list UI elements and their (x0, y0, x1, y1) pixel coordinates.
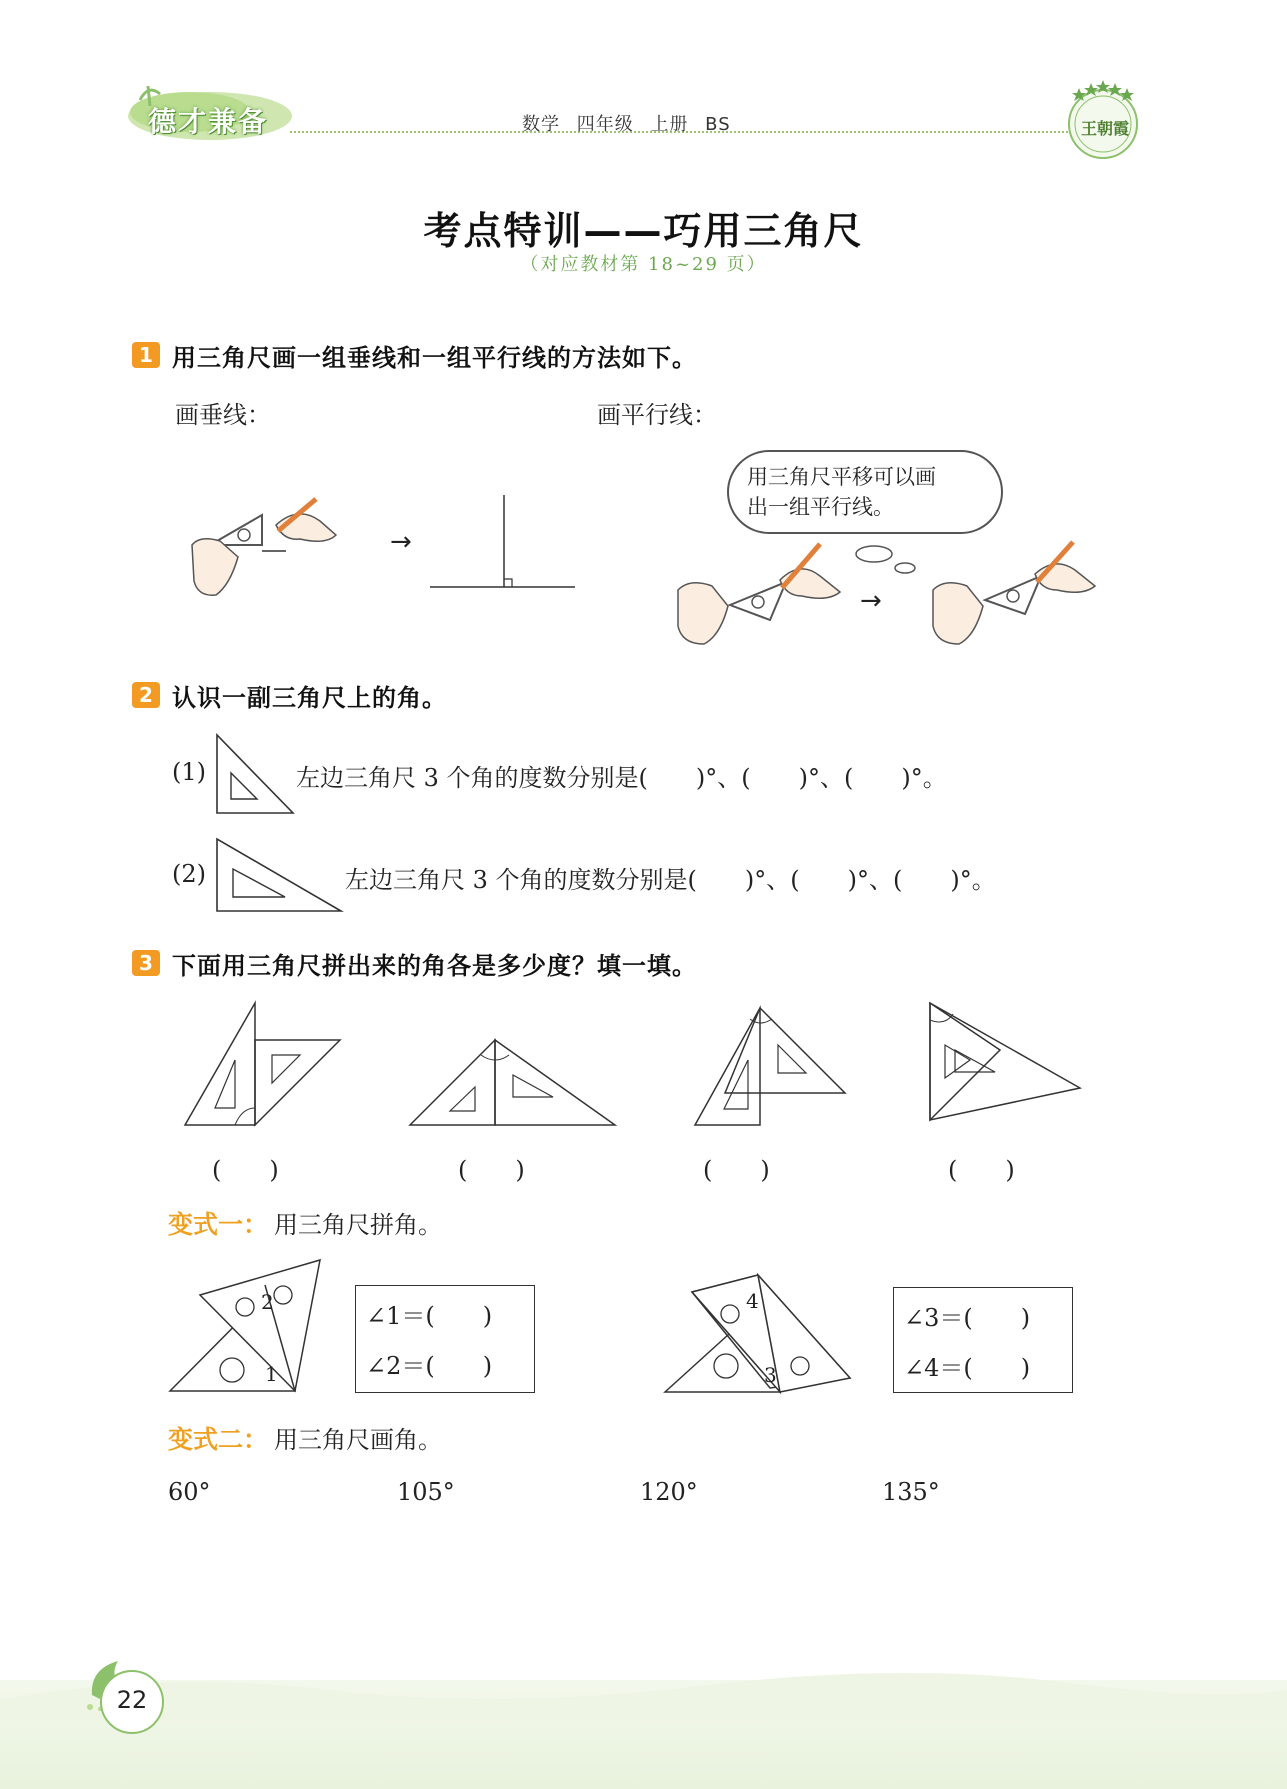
q2-item-2-text: 左边三角尺 3 个角的度数分别是( )°、( )°、( )°。 (345, 866, 996, 894)
angle-135: 135° (882, 1478, 940, 1506)
triangle-ruler-30-60 (215, 837, 345, 913)
angle-4-answer[interactable]: ∠4＝( ) (904, 1354, 1031, 1382)
variant-2-label: 变式二： (168, 1425, 269, 1454)
page-title: 考点特训——巧用三角尺 (423, 209, 864, 253)
question-number-3: 3 (132, 950, 160, 976)
thought-bubble-tail (850, 540, 920, 580)
seal-text: 王朝霞 (1080, 119, 1129, 138)
thought-bubble (727, 450, 1003, 534)
q3-answer-2[interactable]: ( ) (458, 1156, 525, 1184)
answer-box-2 (893, 1287, 1073, 1393)
perpendicular-drawing-illustration (180, 485, 360, 605)
question-number-1: 1 (132, 342, 160, 368)
angle-label-2: 2 (261, 1290, 274, 1314)
q2-item-1-number: (1) (172, 758, 206, 786)
angle-3-answer[interactable]: ∠3＝( ) (904, 1304, 1031, 1332)
angle-60: 60° (168, 1478, 211, 1506)
q2-item-1-text: 左边三角尺 3 个角的度数分别是( )°、( )°、( )°。 (296, 764, 947, 792)
variant-1-figure-b (660, 1270, 855, 1395)
page-subtitle: （对应教材第 18~29 页） (520, 254, 767, 275)
q2-item-2-number: (2) (172, 860, 206, 888)
variant-1-label: 变式一： (168, 1210, 269, 1239)
variant-1-figure-a (165, 1255, 325, 1395)
arrow-parallel: → (860, 586, 882, 616)
footer-wave (0, 1660, 1287, 1720)
angle-120: 120° (640, 1478, 698, 1506)
subject-line: 数学 四年级 上册 BS (522, 114, 731, 135)
angle-105: 105° (397, 1478, 455, 1506)
answer-box-1 (355, 1285, 535, 1393)
bubble-line-1: 用三角尺平移可以画 (747, 465, 936, 489)
q3-answer-1[interactable]: ( ) (212, 1156, 279, 1184)
angle-2-answer[interactable]: ∠2＝( ) (366, 1352, 493, 1380)
label-draw-perpendicular: 画垂线： (175, 401, 271, 429)
question-3-text: 下面用三角尺拼出来的角各是多少度？填一填。 (172, 952, 697, 980)
variant-1-text: 用三角尺拼角。 (274, 1211, 442, 1239)
parallel-drawing-illustration-2 (925, 540, 1105, 645)
logo-text: 德才兼备 (148, 105, 269, 138)
triangle-ruler-45 (215, 733, 295, 815)
angle-1-answer[interactable]: ∠1＝( ) (366, 1302, 493, 1330)
angle-label-4: 4 (746, 1289, 759, 1313)
question-1-text: 用三角尺画一组垂线和一组平行线的方法如下。 (172, 344, 697, 372)
q3-answer-3[interactable]: ( ) (703, 1156, 770, 1184)
question-number-2: 2 (132, 682, 160, 708)
q3-answer-4[interactable]: ( ) (948, 1156, 1015, 1184)
label-draw-parallel: 画平行线： (597, 401, 717, 429)
perpendicular-result-figure (430, 495, 580, 595)
q3-figure-3 (690, 1005, 850, 1130)
q3-figure-1 (180, 1000, 345, 1130)
arrow-perpendicular: → (390, 527, 412, 557)
angle-label-3: 3 (764, 1363, 777, 1387)
parallel-drawing-illustration-1 (670, 540, 850, 645)
q3-figure-4 (925, 1000, 1085, 1125)
bubble-line-2: 出一组平行线。 (747, 495, 894, 519)
question-2-text: 认识一副三角尺上的角。 (172, 684, 447, 712)
page-number: 22 (116, 1686, 148, 1714)
q3-figure-2 (405, 1035, 620, 1130)
variant-2-text: 用三角尺画角。 (274, 1426, 442, 1454)
angle-label-1: 1 (265, 1362, 278, 1386)
